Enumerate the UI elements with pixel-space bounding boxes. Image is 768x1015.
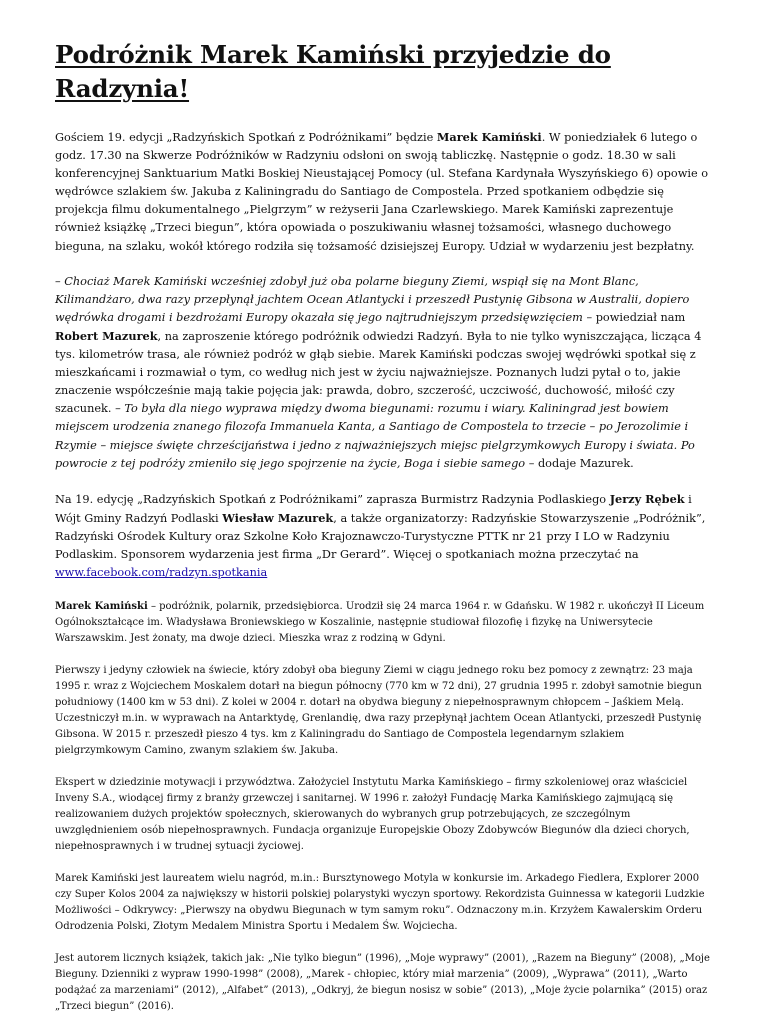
guest-name: Marek Kamiński [436, 130, 542, 144]
bio-paragraph-3: Ekspert w dziedzinie motywacji i przywództwa. Założyciel Instytutu Marka Kamińskiego – firmy szkoleniowej oraz właściciel Inveny S.A., wiodącej firmy z branży grzewczej i sanitarnej. W 1996 r. założył Fundację Marka Kamińskiego zajmującą się realizowaniem dużych projektów społecznych, skierowanych do wybranych grup potrzebujących, ze szczególnym uwzględnieniem osób niepełnosprawnych. Fundacja organizuje Europejskie Obozy Zdobywców Biegunów dla dzieci chorych, niepełnosprawnych i w trudnej sytuacji życiowej. [55, 777, 690, 853]
quote-1: – Chociaż Marek Kamiński wcześniej zdobył już oba polarne bieguny Ziemi, wspiął się na Mont Blanc, Kilimandżaro, dwa razy przepłynął jachtem Ocean Atlantycki i przeszedł Pustynię Gibsona w Australii, dopiero wędrówka drogami i bezdrożami Europy okazała się jego najtrudniejszym przedsięwzięciem [55, 274, 690, 324]
bio-name: Marek Kamiński [55, 601, 148, 613]
bio-paragraph-2: Pierwszy i jedyny człowiek na świecie, który zdobył oba bieguny Ziemi w ciągu jednego roku bez pomocy z zewnątrz: 23 maja 1995 r. wraz z Wojciechem Moskalem dotarł na biegun północny (770 km w 72 dni), 27 grudnia 1995 r. zdobył samotnie biegun południowy (1400 km w 53 dni). Z kolei w 2004 r. dotarł na obydwa bieguny z niepełnosprawnym chłopcem – Jaśkiem Melą. Uczestniczył m.in. w wyprawach na Antarktydę, Grenlandię, dwa razy przepłynął jachtem Ocean Atlantycki, przeszedł Pustynię Gibsona. W 2015 r. przeszedł pieszo 4 tys. km z Kaliningradu do Santiago de Compostela legendarnym szlakiem pielgrzymkowym Camino, zwanym szlakiem św. Jakuba. [55, 665, 702, 757]
wojt-name: Wiesław Mazurek [222, 510, 334, 525]
quote-paragraph: – Chociaż Marek Kamiński wcześniej zdobył już oba polarne bieguny Ziemi, wspiął się na Mont Blanc, Kilimandżaro, dwa razy przepłynął jachtem Ocean Atlantycki i przeszedł Pustynię Gibsona w Australii, dopiero wędrówka drogami i bezdrożami Europy okazała się jego najtrudniejszym przedsięwzięciem – powiedział nam Robert Mazurek, na zaproszenie którego podróżnik odwiedzi Radzyń. Była to nie tylko wyniszczająca, licząca 4 tys. kilometrów trasa, ale również podróż w głąb siebie. Marek Kamiński podczas swojej wędrówki spotkał się z mieszkańcami i rozmawiał o tym, co według nich jest w życiu najważniejsze. Poznanych ludzi pytał o to, jakie znaczenie współcześnie mają takie pojęcia jak: prawda, dobro, szczerość, uczciwość, duchowość, miłość czy szacunek. – To była dla niego wyprawa między dwoma biegunami: rozumu i wiary. Kaliningrad jest bowiem miejscem urodzenia znanego filozofa Immanuela Kanta, a Santiago de Compostela to trzecie – po Jerozolimie i Rzymie – miejsce święte chrześcijaństwa i jedno z najważniejszych miejsc pielgrzymkowych Europy i świata. Po powrocie z tej podróży zmieniło się jego spojrzenie na życie, Boga i siebie samego – dodaje Mazurek. [55, 274, 702, 470]
mayor-name: Jerzy Rębek [609, 491, 685, 506]
intro-paragraph: Gościem 19. edycji „Radzyńskich Spotkań z Podróżnikami” będzie Marek Kamiński. W poniedziałek 6 lutego o godz. 17.30 na Skwerze Podróżników w Radzyniu odsłoni on swoją tabliczkę. Następnie o godz. 18.30 w sali konferencyjnej Sanktuarium Matki Boskiej Nieustającej Pomocy (ul. Stefana Kardynała Wyszyńskiego 6) opowie o wędrówce szlakiem św. Jakuba z Kaliningradu do Santiago de Compostela. Przed spotkaniem odbędzie się projekcja filmu dokumentalnego „Pielgrzym” w reżyserii Jana Czarlewskiego. Marek Kamiński zaprezentuje również książkę „Trzeci biegun”, która opowiada o poszukiwaniu własnej tożsamości, własnego duchowego bieguna, na szlaku, wokół którego rodziła się tożsamość dzisiejszej Europy. Udział w wydarzeniu jest bezpłatny. [55, 130, 709, 253]
bio-paragraph-1: Marek Kamiński – podróżnik, polarnik, przedsiębiorca. Urodził się 24 marca 1964 r. w Gdańsku. W 1982 r. ukończył II Liceum Ogólnokształcące im. Władysława Broniewskiego w Koszalinie, następnie studiował filozofię i fizykę na Uniwersytecie Warszawskim. Jest żonaty, ma dwoje dzieci. Mieszka wraz z rodziną w Gdyni. [55, 601, 705, 645]
organizer-name: Robert Mazurek [55, 328, 158, 343]
facebook-link[interactable]: www.facebook.com/radzyn.spotkania [55, 566, 268, 580]
quote-2: – To była dla niego wyprawa między dwoma biegunami: rozumu i wiary. Kaliningrad jest bowiem miejscem urodzenia znanego filozofa Immanuela Kanta, a Santiago de Compostela to trzecie – po Jerozolimie i Rzymie – miejsce święte chrześcijaństwa i jedno z najważniejszych miejsc pielgrzymkowych Europy i świata. Po powrocie z tej podróży zmieniło się jego spojrzenie na życie, Boga i siebie samego [55, 402, 695, 470]
page-title: Podróżnik Marek Kamiński przyjedzie do Radzynia! [55, 40, 611, 103]
bio-paragraph-4: Marek Kamiński jest laureatem wielu nagród, m.in.: Bursztynowego Motyla w konkursie im. Arkadego Fiedlera, Explorer 2000 czy Super Kolos 2004 za największy w historii polskiej polarystyki wyczyn sportowy. Rekordzista Guinnessa w kategorii Ludzkie Możliwości – Odkrywcy: „Pierwszy na obydwu Biegunach w tym samym roku”. Odznaczony m.in. Krzyżem Kawalerskim Orderu Odrodzenia Polski, Złotym Medalem Ministra Sportu i Medalem Św. Wojciecha. [55, 873, 705, 933]
invitation-paragraph: Na 19. edycję „Radzyńskich Spotkań z Podróżnikami” zaprasza Burmistrz Radzynia Podlaskiego Jerzy Rębek i Wójt Gminy Radzyń Podlaski Wiesław Mazurek, a także organizatorzy: Radzyńskie Stowarzyszenie „Podróżnik”, Radzyński Ośrodek Kultury oraz Szkolne Koło Krajoznawczo-Turystyczne PTTK nr 21 przy I LO w Radzyniu Podlaskim. Sponsorem wydarzenia jest firma „Dr Gerard”. Więcej o spotkaniach można przeczytać na www.facebook.com/radzyn.spotkania [55, 491, 706, 580]
bio-paragraph-5: Jest autorem licznych książek, takich jak: „Nie tylko biegun” (1996), „Moje wyprawy” (2001), „Razem na Bieguny” (2008), „Moje Bieguny. Dzienniki z wypraw 1990-1998” (2008), „Marek - chłopiec, który miał marzenia” (2009), „Wyprawa” (2011), „Warto podążać za marzeniami” (2012), „Alfabet” (2013), „Odkryj, że biegun nosisz w sobie” (2013), „Moje życie polarnika” (2015) oraz „Trzeci biegun” (2016). [55, 953, 710, 1013]
